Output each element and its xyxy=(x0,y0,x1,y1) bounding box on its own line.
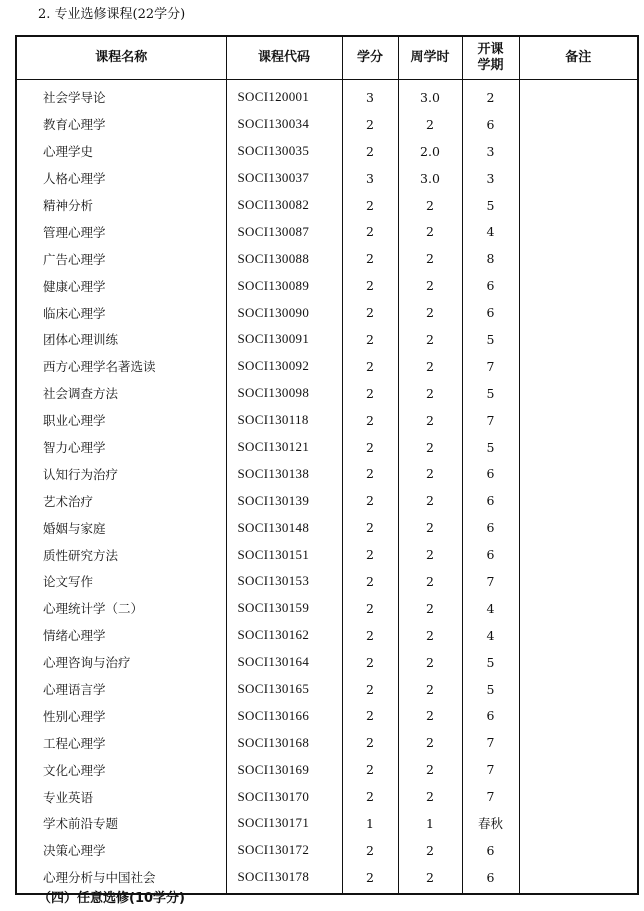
course-name-cell: 广告心理学 xyxy=(16,245,226,272)
course-name-cell: 学术前沿专题 xyxy=(16,810,226,837)
credits-cell: 3 xyxy=(342,80,398,111)
weekly-hours-cell: 2 xyxy=(398,192,462,219)
note-cell xyxy=(519,272,638,299)
note-cell xyxy=(519,622,638,649)
course-code-cell: SOCI130170 xyxy=(226,783,342,810)
weekly-hours-cell: 2 xyxy=(398,649,462,676)
header-notes: 备注 xyxy=(519,36,638,80)
course-name-cell: 职业心理学 xyxy=(16,407,226,434)
note-cell xyxy=(519,756,638,783)
table-row xyxy=(16,595,638,622)
note-cell xyxy=(519,111,638,138)
course-code-cell: SOCI130165 xyxy=(226,676,342,703)
term-cell: 5 xyxy=(462,434,519,461)
weekly-hours-cell: 2 xyxy=(398,702,462,729)
note-cell xyxy=(519,326,638,353)
credits-cell: 2 xyxy=(342,649,398,676)
note-cell xyxy=(519,676,638,703)
course-code-cell: SOCI130139 xyxy=(226,487,342,514)
credits-cell: 2 xyxy=(342,622,398,649)
course-code-cell: SOCI130091 xyxy=(226,326,342,353)
credits-cell: 3 xyxy=(342,165,398,192)
term-cell: 7 xyxy=(462,568,519,595)
table-row xyxy=(16,756,638,783)
course-code-cell: SOCI130037 xyxy=(226,165,342,192)
header-weekly-hours: 周学时 xyxy=(398,36,462,80)
course-name-cell: 心理统计学（二） xyxy=(16,595,226,622)
table-row xyxy=(16,460,638,487)
term-cell: 4 xyxy=(462,595,519,622)
table-row xyxy=(16,729,638,756)
course-code-cell: SOCI130162 xyxy=(226,622,342,649)
table-row xyxy=(16,165,638,192)
table-row xyxy=(16,676,638,703)
term-cell: 3 xyxy=(462,138,519,165)
course-name-cell: 精神分析 xyxy=(16,192,226,219)
credits-cell: 2 xyxy=(342,783,398,810)
note-cell xyxy=(519,837,638,864)
note-cell xyxy=(519,353,638,380)
table-row xyxy=(16,192,638,219)
term-cell: 5 xyxy=(462,192,519,219)
note-cell xyxy=(519,541,638,568)
header-term xyxy=(462,36,519,80)
weekly-hours-cell: 2 xyxy=(398,595,462,622)
course-name-cell: 心理咨询与治疗 xyxy=(16,649,226,676)
table-row xyxy=(16,487,638,514)
course-code-cell: SOCI130169 xyxy=(226,756,342,783)
course-name-cell: 管理心理学 xyxy=(16,218,226,245)
note-cell xyxy=(519,218,638,245)
course-code-cell: SOCI130178 xyxy=(226,864,342,894)
note-cell xyxy=(519,649,638,676)
course-code-cell: SOCI130172 xyxy=(226,837,342,864)
course-code-cell: SOCI130088 xyxy=(226,245,342,272)
credits-cell: 2 xyxy=(342,756,398,783)
course-name-cell: 艺术治疗 xyxy=(16,487,226,514)
course-name-cell: 工程心理学 xyxy=(16,729,226,756)
weekly-hours-cell: 2 xyxy=(398,326,462,353)
header-credits: 学分 xyxy=(342,36,398,80)
term-cell: 5 xyxy=(462,649,519,676)
course-name-cell: 心理学史 xyxy=(16,138,226,165)
credits-cell: 2 xyxy=(342,326,398,353)
note-cell xyxy=(519,568,638,595)
table-row xyxy=(16,111,638,138)
note-cell xyxy=(519,245,638,272)
course-name-cell: 临床心理学 xyxy=(16,299,226,326)
note-cell xyxy=(519,729,638,756)
course-name-cell: 教育心理学 xyxy=(16,111,226,138)
weekly-hours-cell: 2 xyxy=(398,353,462,380)
weekly-hours-cell: 1 xyxy=(398,810,462,837)
term-cell: 7 xyxy=(462,783,519,810)
note-cell xyxy=(519,514,638,541)
term-cell: 6 xyxy=(462,111,519,138)
course-code-cell: SOCI130153 xyxy=(226,568,342,595)
course-code-cell: SOCI130151 xyxy=(226,541,342,568)
note-cell xyxy=(519,864,638,894)
course-code-cell: SOCI130159 xyxy=(226,595,342,622)
term-cell: 5 xyxy=(462,326,519,353)
credits-cell: 2 xyxy=(342,299,398,326)
term-cell: 6 xyxy=(462,837,519,864)
elective-course-table xyxy=(15,35,639,895)
table-row xyxy=(16,649,638,676)
course-name-cell: 性别心理学 xyxy=(16,702,226,729)
weekly-hours-cell: 2 xyxy=(398,272,462,299)
course-name-cell: 专业英语 xyxy=(16,783,226,810)
note-cell xyxy=(519,810,638,837)
course-code-cell: SOCI130168 xyxy=(226,729,342,756)
note-cell xyxy=(519,192,638,219)
weekly-hours-cell: 2 xyxy=(398,434,462,461)
course-name-cell: 社会学导论 xyxy=(16,80,226,111)
course-name-cell: 心理语言学 xyxy=(16,676,226,703)
course-code-cell: SOCI130166 xyxy=(226,702,342,729)
credits-cell: 2 xyxy=(342,138,398,165)
course-name-cell: 论文写作 xyxy=(16,568,226,595)
weekly-hours-cell: 2 xyxy=(398,487,462,514)
weekly-hours-cell: 2 xyxy=(398,783,462,810)
note-cell xyxy=(519,595,638,622)
course-name-cell: 质性研究方法 xyxy=(16,541,226,568)
table-row xyxy=(16,783,638,810)
course-name-cell: 婚姻与家庭 xyxy=(16,514,226,541)
term-cell: 春秋 xyxy=(462,810,519,837)
table-row xyxy=(16,299,638,326)
course-code-cell: SOCI130035 xyxy=(226,138,342,165)
course-name-cell: 文化心理学 xyxy=(16,756,226,783)
credits-cell: 2 xyxy=(342,460,398,487)
term-cell: 4 xyxy=(462,622,519,649)
credits-cell: 2 xyxy=(342,595,398,622)
note-cell xyxy=(519,702,638,729)
table-header xyxy=(16,36,638,80)
term-cell: 7 xyxy=(462,729,519,756)
term-cell: 5 xyxy=(462,380,519,407)
course-code-cell: SOCI130098 xyxy=(226,380,342,407)
credits-cell: 2 xyxy=(342,353,398,380)
weekly-hours-cell: 2 xyxy=(398,380,462,407)
weekly-hours-cell: 2 xyxy=(398,111,462,138)
credits-cell: 2 xyxy=(342,676,398,703)
header-term-line2: 学期 xyxy=(477,58,504,73)
credits-cell: 2 xyxy=(342,702,398,729)
table-row xyxy=(16,541,638,568)
note-cell xyxy=(519,783,638,810)
weekly-hours-cell: 2 xyxy=(398,729,462,756)
weekly-hours-cell: 2 xyxy=(398,407,462,434)
term-cell: 6 xyxy=(462,864,519,894)
credits-cell: 2 xyxy=(342,568,398,595)
course-name-cell: 西方心理学名著选读 xyxy=(16,353,226,380)
weekly-hours-cell: 2 xyxy=(398,568,462,595)
note-cell xyxy=(519,165,638,192)
course-name-cell: 智力心理学 xyxy=(16,434,226,461)
course-code-cell: SOCI120001 xyxy=(226,80,342,111)
table-row xyxy=(16,326,638,353)
course-name-cell: 情绪心理学 xyxy=(16,622,226,649)
credits-cell: 2 xyxy=(342,541,398,568)
weekly-hours-cell: 2 xyxy=(398,460,462,487)
term-cell: 7 xyxy=(462,407,519,434)
credits-cell: 2 xyxy=(342,111,398,138)
header-row xyxy=(16,36,638,80)
table-row xyxy=(16,810,638,837)
course-code-cell: SOCI130089 xyxy=(226,272,342,299)
note-cell xyxy=(519,460,638,487)
table-row xyxy=(16,702,638,729)
credits-cell: 2 xyxy=(342,272,398,299)
note-cell xyxy=(519,380,638,407)
table-row xyxy=(16,272,638,299)
weekly-hours-cell: 2 xyxy=(398,864,462,894)
term-cell: 6 xyxy=(462,702,519,729)
note-cell xyxy=(519,80,638,111)
credits-cell: 2 xyxy=(342,218,398,245)
table-row xyxy=(16,514,638,541)
table-row xyxy=(16,138,638,165)
table-row xyxy=(16,622,638,649)
course-code-cell: SOCI130034 xyxy=(226,111,342,138)
course-code-cell: SOCI130090 xyxy=(226,299,342,326)
weekly-hours-cell: 2 xyxy=(398,756,462,783)
course-code-cell: SOCI130092 xyxy=(226,353,342,380)
term-cell: 8 xyxy=(462,245,519,272)
course-name-cell: 团体心理训练 xyxy=(16,326,226,353)
term-cell: 6 xyxy=(462,299,519,326)
weekly-hours-cell: 2 xyxy=(398,299,462,326)
weekly-hours-cell: 2 xyxy=(398,622,462,649)
course-code-cell: SOCI130164 xyxy=(226,649,342,676)
course-code-cell: SOCI130171 xyxy=(226,810,342,837)
course-name-cell: 认知行为治疗 xyxy=(16,460,226,487)
weekly-hours-cell: 2 xyxy=(398,218,462,245)
course-name-cell: 人格心理学 xyxy=(16,165,226,192)
term-cell: 3 xyxy=(462,165,519,192)
credits-cell: 1 xyxy=(342,810,398,837)
term-cell: 4 xyxy=(462,218,519,245)
weekly-hours-cell: 2 xyxy=(398,514,462,541)
header-course-code: 课程代码 xyxy=(226,36,342,80)
term-cell: 2 xyxy=(462,80,519,111)
credits-cell: 2 xyxy=(342,192,398,219)
credits-cell: 2 xyxy=(342,434,398,461)
credits-cell: 2 xyxy=(342,864,398,894)
weekly-hours-cell: 3.0 xyxy=(398,80,462,111)
course-code-cell: SOCI130148 xyxy=(226,514,342,541)
credits-cell: 2 xyxy=(342,245,398,272)
course-code-cell: SOCI130118 xyxy=(226,407,342,434)
weekly-hours-cell: 2 xyxy=(398,245,462,272)
credits-cell: 2 xyxy=(342,487,398,514)
course-name-cell: 心理分析与中国社会 xyxy=(16,864,226,894)
weekly-hours-cell: 2 xyxy=(398,676,462,703)
weekly-hours-cell: 3.0 xyxy=(398,165,462,192)
note-cell xyxy=(519,299,638,326)
section-title: 2. 专业选修课程(22学分) xyxy=(38,7,186,22)
credits-cell: 2 xyxy=(342,514,398,541)
table-row xyxy=(16,434,638,461)
course-code-cell: SOCI130121 xyxy=(226,434,342,461)
course-code-cell: SOCI130082 xyxy=(226,192,342,219)
term-cell: 6 xyxy=(462,541,519,568)
header-term-line1: 开课 xyxy=(477,42,504,57)
note-cell xyxy=(519,138,638,165)
term-cell: 6 xyxy=(462,487,519,514)
next-section-title: （四）任意选修(10学分) xyxy=(38,891,185,906)
term-cell: 6 xyxy=(462,460,519,487)
term-cell: 5 xyxy=(462,676,519,703)
weekly-hours-cell: 2 xyxy=(398,541,462,568)
credits-cell: 2 xyxy=(342,380,398,407)
table-body xyxy=(16,80,638,894)
table-row xyxy=(16,837,638,864)
table-row xyxy=(16,80,638,111)
course-name-cell: 决策心理学 xyxy=(16,837,226,864)
course-name-cell: 健康心理学 xyxy=(16,272,226,299)
table-row xyxy=(16,380,638,407)
note-cell xyxy=(519,407,638,434)
course-code-cell: SOCI130087 xyxy=(226,218,342,245)
table-row xyxy=(16,218,638,245)
header-course-name: 课程名称 xyxy=(16,36,226,80)
note-cell xyxy=(519,434,638,461)
note-cell xyxy=(519,487,638,514)
term-cell: 7 xyxy=(462,353,519,380)
table-row xyxy=(16,245,638,272)
credits-cell: 2 xyxy=(342,837,398,864)
credits-cell: 2 xyxy=(342,729,398,756)
table-row xyxy=(16,353,638,380)
course-name-cell: 社会调查方法 xyxy=(16,380,226,407)
term-cell: 6 xyxy=(462,272,519,299)
table-row xyxy=(16,407,638,434)
weekly-hours-cell: 2 xyxy=(398,837,462,864)
term-cell: 6 xyxy=(462,514,519,541)
weekly-hours-cell: 2.0 xyxy=(398,138,462,165)
course-code-cell: SOCI130138 xyxy=(226,460,342,487)
table-row xyxy=(16,568,638,595)
term-cell: 7 xyxy=(462,756,519,783)
credits-cell: 2 xyxy=(342,407,398,434)
